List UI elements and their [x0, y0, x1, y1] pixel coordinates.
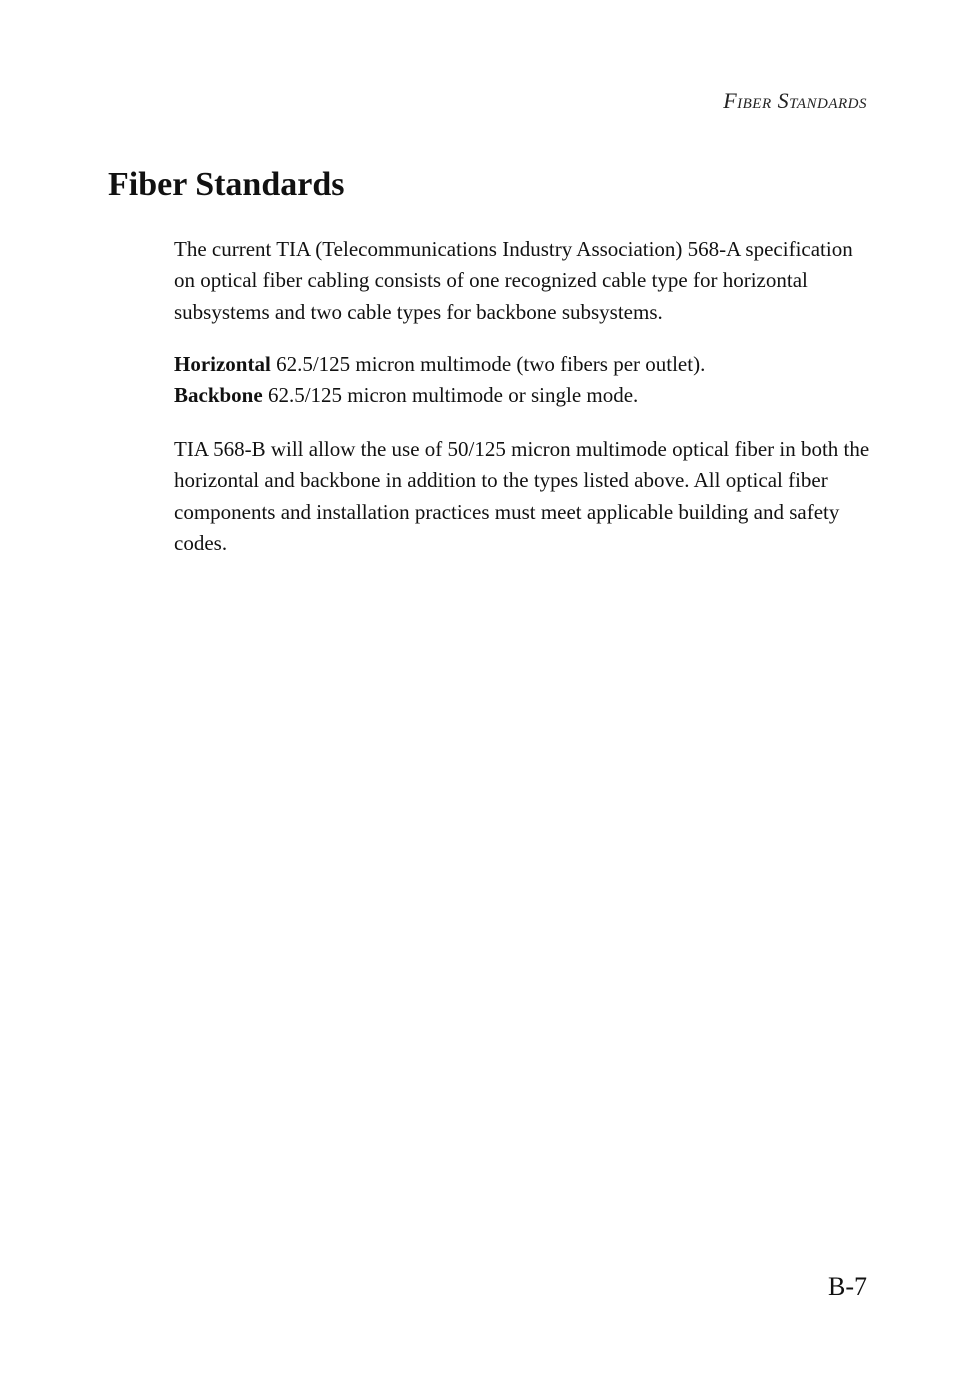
definition-text-horizontal: 62.5/125 micron multimode (two fibers per outlet). [270, 352, 706, 376]
running-header: Fiber Standards [723, 88, 867, 113]
definition-term-backbone: Backbone [174, 383, 263, 408]
page-title: Fiber Standards [108, 166, 345, 203]
intro-paragraph: The current TIA (Telecommunications Industry Association) 568-A specification on optical fiber cabling consists of one recognized cable type for horizontal subsystems and two cable types for backbone subsystems. [174, 237, 853, 324]
definition-term-horizontal: Horizontal [174, 352, 271, 376]
definition-text-backbone: 62.5/125 micron multimode or single mode. [262, 383, 639, 408]
page-number: B-7 [828, 1272, 867, 1301]
definitions-block [174, 349, 874, 412]
tia-568b-paragraph: TIA 568-B will allow the use of 50/125 micron multimode optical fiber in both the horizontal and backbone in addition to the types listed above. All optical fiber components and installation practices must meet applicable building and safety codes. [174, 437, 870, 555]
